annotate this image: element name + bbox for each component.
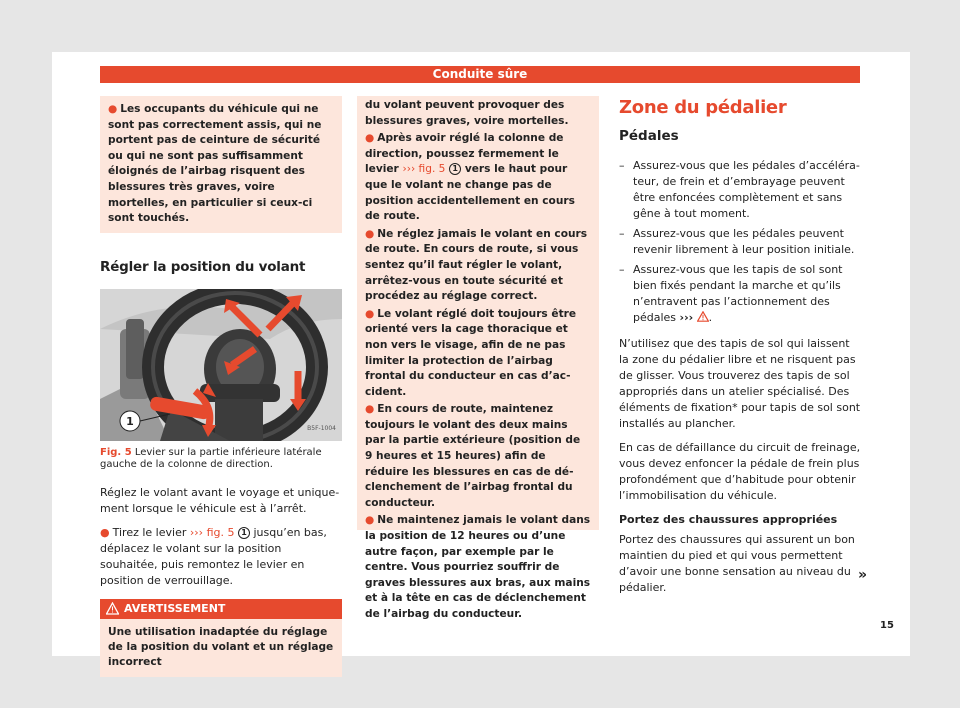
column-left xyxy=(100,96,342,677)
warning-item: ● Après avoir réglé la colonne de direction, poussez fermement le levier ››› fig. 5 1 vers le haut pour que le volant ne change pas de position accidentellement en cours de route. xyxy=(365,132,575,223)
paragraph: Portez des chaussures qui assurent un bon maintien du pied et qui vous permettent d’avoir une bonne sensation au niveau du pédalier. xyxy=(619,533,855,594)
intro-paragraph: Réglez le volant avant le voyage et uniquement lorsque le véhicule est à l’arrêt. xyxy=(100,485,340,515)
warning-item: ● En cours de route, maintenez toujours le volant des deux mains par la partie extérieure (position de 9 heures et 15 heures) afin de réduire les blessures en cas de déclenchement de l’airbag frontal du conducteur. xyxy=(365,403,581,509)
bullet-icon: ● xyxy=(365,403,375,416)
paragraph: N’utilisez que des tapis de sol qui laissent la zone du pédalier libre et ne risquent pas de glisser. Vous trouverez des tapis de sol appropriés dans un atelier spécialisé. Des éléments de fixation* pour tapis de sol sont installés au plancher. xyxy=(619,337,861,430)
callout-number: 1 xyxy=(449,163,461,175)
header-title: Conduite sûre xyxy=(432,67,528,81)
warning-triangle-icon[interactable] xyxy=(697,311,709,322)
section-subtitle: Pédales xyxy=(619,128,679,144)
bullet-icon: ● xyxy=(365,307,375,320)
warning-item: ● Le volant réglé doit toujours être orienté vers la cage thoracique et non vers le visage, afin de ne pas limiter la protection de l’airbag frontal du conducteur en cas d’accident. xyxy=(365,307,577,398)
steering-wheel-illustration xyxy=(100,289,342,441)
warning-continuation: ● Les occupants du véhicule qui ne sont pas correctement assis, qui ne portent pas de ceinture de sécurité ou qui ne sont pas suffisamment éloignés de l’airbag risquent des blessures très graves, voire mortelles, en particulier si ceux-ci sont touchés. xyxy=(100,96,342,233)
list-item: – Assurez-vous que les tapis de sol sont bien fixés pendant la marche et qu’ils n’entravent pas l’actionnement des pédales ››› . xyxy=(619,263,843,324)
column-right xyxy=(619,96,861,604)
figure-caption: Fig. 5 Levier sur la partie inférieure latérale gauche de la colonne de direction. xyxy=(100,446,322,470)
list-item: – Assurez-vous que les pédales d’accélérateur, de frein et d’embrayage peuvent être enfoncées complètement et sans gêne à tout moment. xyxy=(619,159,860,220)
bullet-icon: ● xyxy=(108,103,118,115)
sub-heading: Portez des chaussures appropriées xyxy=(619,513,838,526)
column-middle xyxy=(357,96,599,620)
figure-link[interactable]: ››› fig. 5 xyxy=(189,525,235,539)
warning-text: Une utilisation inadaptée du réglage de la position du volant et un réglage incorrect xyxy=(100,619,342,677)
header-bar xyxy=(100,66,860,83)
warning-header: AVERTISSEMENT xyxy=(100,599,342,619)
bullet-icon: ● xyxy=(100,525,110,539)
step-paragraph: ● Tirez le levier ››› fig. 5 1 jusqu’en bas, déplacez le volant sur la position souhaitée, puis remontez le levier en position de verrouillage. xyxy=(100,525,327,587)
figure-link[interactable]: ››› fig. 5 xyxy=(402,163,446,176)
list-item: – Assurez-vous que les pédales peuvent revenir librement à leur position initiale. xyxy=(619,227,855,256)
section-title: Régler la position du volant xyxy=(100,258,306,275)
figure-callout-1: 1 xyxy=(126,414,134,428)
warning-box xyxy=(100,599,342,677)
warning-triangle-icon xyxy=(106,602,119,615)
chapter-title: Zone du pédalier xyxy=(619,97,787,118)
warning-item: ● Ne réglez jamais le volant en cours de route. En cours de route, si vous sentez qu’il faut régler le volant, arrêtez-vous en toute sécurité et procédez au réglage correct. xyxy=(365,227,588,303)
warning-item: ● Ne maintenez jamais le volant dans la position de 12 heures ou d’une autre façon, par exemple par le centre. Vous pourriez souffrir de graves blessures aux bras, aux mains et à la tête en cas de déclenchement de l’airbag du conducteur. xyxy=(365,514,591,620)
continue-arrow-icon: » xyxy=(858,567,868,583)
bullet-icon: ● xyxy=(365,514,375,527)
bullet-icon: ● xyxy=(365,132,375,145)
callout-number: 1 xyxy=(238,527,250,539)
paragraph: En cas de défaillance du circuit de freinage, vous devez enfoncer la pédale de frein plus profondément que d’habitude pour obtenir l’immobilisation du véhicule. xyxy=(619,441,861,502)
figure-steering-wheel xyxy=(100,289,342,441)
figure-code: B5F-1004 xyxy=(307,424,336,432)
warning-link[interactable]: ››› xyxy=(679,311,694,324)
bullet-icon: ● xyxy=(365,227,375,240)
page-number: 15 xyxy=(880,620,894,631)
warning-box-continued: du volant peuvent provoquer des blessures graves, voire mortelles. ● Après avoir réglé la colonne de direction, poussez fermement le levier ››› fig. 5 1 vers le haut pour que le volant ne change pas de position accidentellement en cours de route. ● Ne réglez jamais le volant en cours de route. En cours de route, si vous sentez qu’il faut régler le volant, arrêtez-vous en toute sécurité et procédez au réglage correct. ● Le volant réglé doit toujours être orienté vers la cage thoracique et non vers le visage, afin de ne pas limiter la protection de l’airbag frontal du conducteur en cas d’accident. ● En cours de route, maintenez toujours le volant des deux mains par la partie extérieure (position de 9 heures et 15 heures) afin de réduire les blessures en cas de déclenchement de l’airbag frontal du conducteur. ● Ne maintenez jamais le volant dans la position de 12 heures ou d’une autre façon, par exemple par le centre. Vous pourriez souffrir de graves blessures aux bras, aux mains et à la tête en cas de déclenchement de l’airbag du conducteur. xyxy=(357,96,599,530)
